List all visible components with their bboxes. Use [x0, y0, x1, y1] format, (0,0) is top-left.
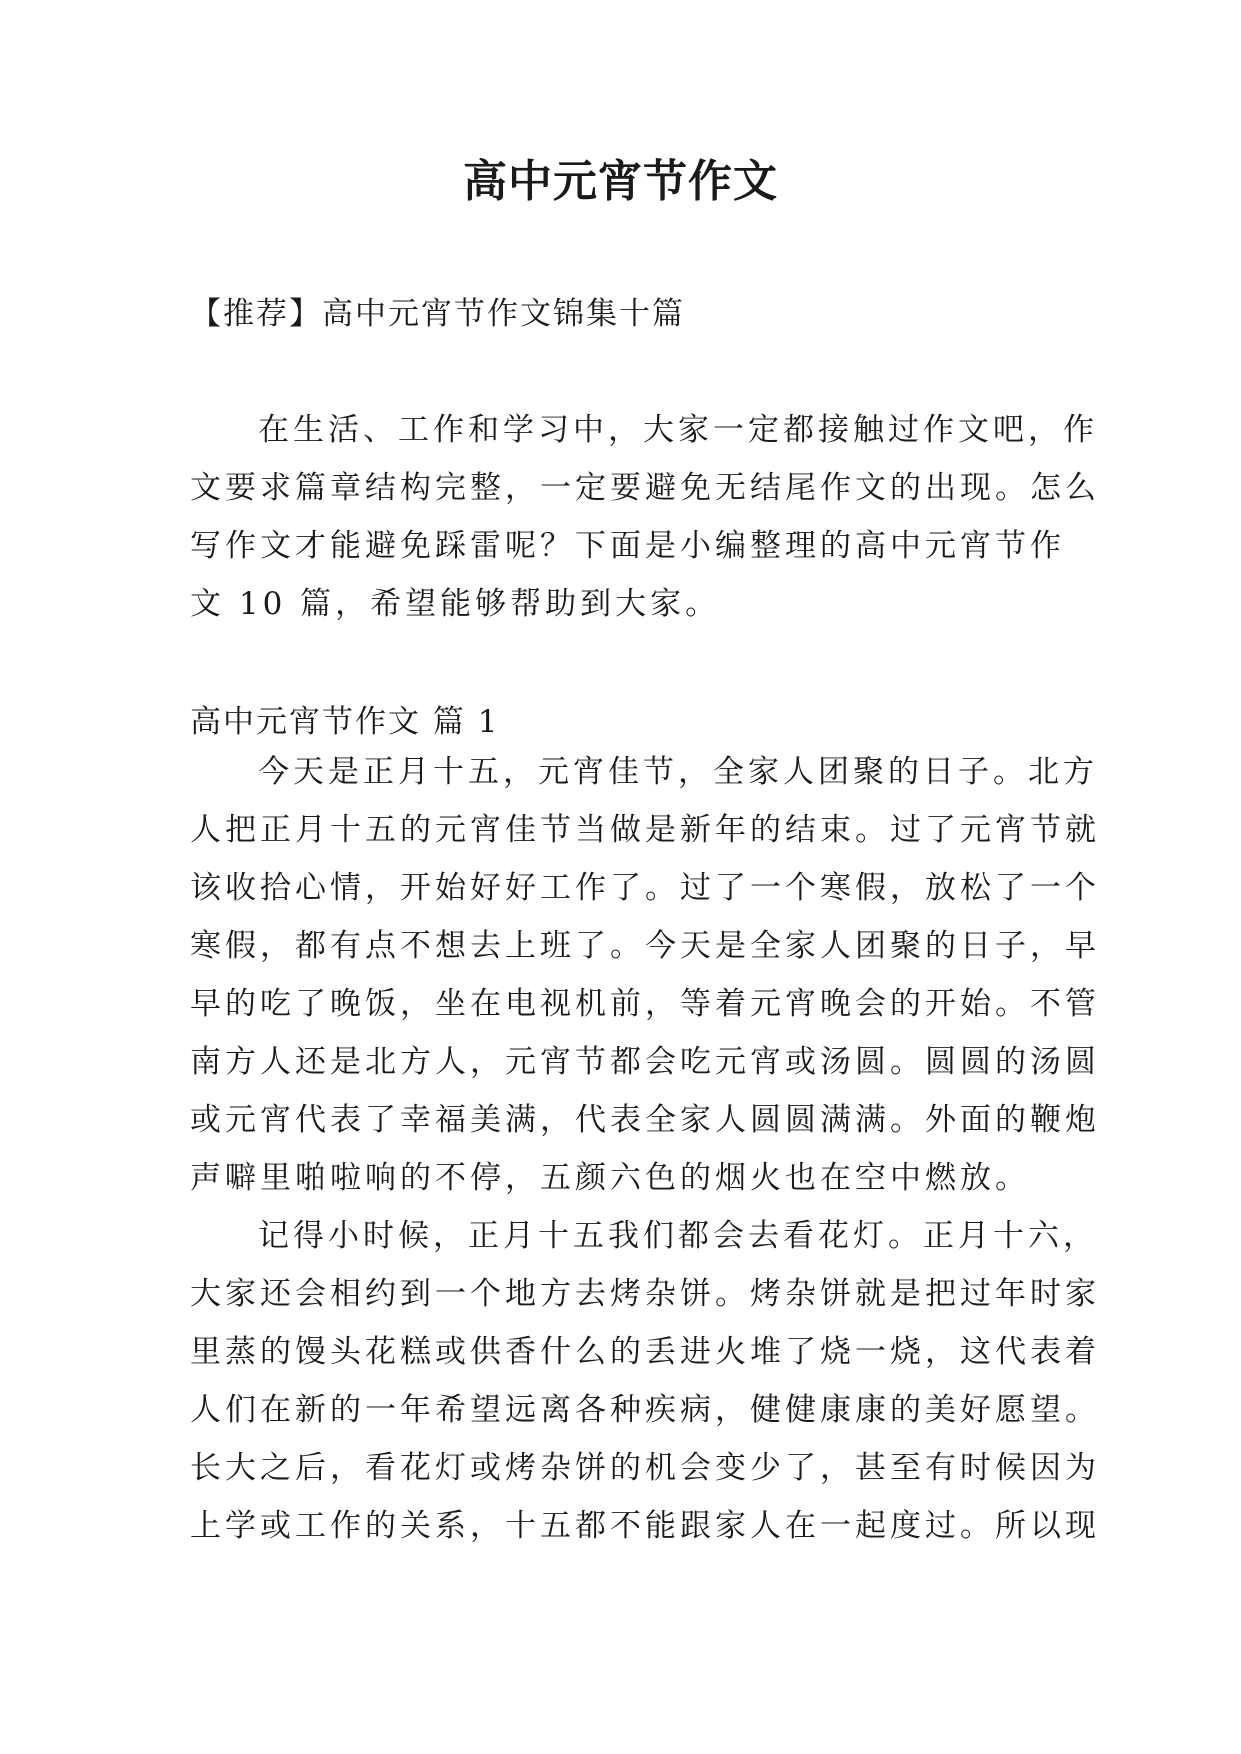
paragraph-line: 该收拾心情，开始好好工作了。过了一个寒假，放松了一个 — [190, 870, 1100, 906]
paragraph-line: 记得小时候，正月十五我们都会去看花灯。正月十六， — [258, 1218, 1098, 1254]
paragraph-line: 人们在新的一年希望远离各种疾病，健健康康的美好愿望。 — [190, 1392, 1100, 1428]
essay-paragraph-2 — [190, 1207, 1100, 1555]
document-title: 高中元宵节作文 — [463, 156, 778, 207]
document-subtitle: 【推荐】高中元宵节作文锦集十篇 — [190, 296, 685, 332]
paragraph-line: 或元宵代表了幸福美满，代表全家人圆圆满满。外面的鞭炮 — [190, 1102, 1100, 1138]
paragraph-line: 声噼里啪啦响的不停，五颜六色的烟火也在空中燃放。 — [190, 1160, 1030, 1196]
intro-line: 在生活、工作和学习中，大家一定都接触过作文吧，作 — [258, 412, 1098, 448]
intro-line: 文 10 篇，希望能够帮助到大家。 — [190, 586, 721, 622]
paragraph-line: 大家还会相约到一个地方去烤杂饼。烤杂饼就是把过年时家 — [190, 1276, 1100, 1312]
paragraph-line: 长大之后，看花灯或烤杂饼的机会变少了，甚至有时候因为 — [190, 1450, 1100, 1486]
intro-paragraph — [190, 401, 1100, 633]
intro-line: 文要求篇章结构完整，一定要避免无结尾作文的出现。怎么 — [190, 470, 1100, 506]
section-heading: 高中元宵节作文 篇 1 — [190, 704, 500, 740]
paragraph-line: 人把正月十五的元宵佳节当做是新年的结束。过了元宵节就 — [190, 812, 1100, 848]
paragraph-line: 南方人还是北方人，元宵节都会吃元宵或汤圆。圆圆的汤圆 — [190, 1044, 1100, 1080]
intro-line: 写作文才能避免踩雷呢？下面是小编整理的高中元宵节作 — [190, 528, 1065, 564]
paragraph-line: 早的吃了晚饭，坐在电视机前，等着元宵晚会的开始。不管 — [190, 986, 1100, 1022]
essay-paragraph-1 — [190, 743, 1100, 1207]
paragraph-line: 寒假，都有点不想去上班了。今天是全家人团聚的日子，早 — [190, 928, 1100, 964]
paragraph-line: 里蒸的馒头花糕或供香什么的丢进火堆了烧一烧，这代表着 — [190, 1334, 1100, 1370]
paragraph-line: 今天是正月十五，元宵佳节，全家人团聚的日子。北方 — [258, 754, 1098, 790]
paragraph-line: 上学或工作的关系，十五都不能跟家人在一起度过。所以现 — [190, 1508, 1100, 1544]
